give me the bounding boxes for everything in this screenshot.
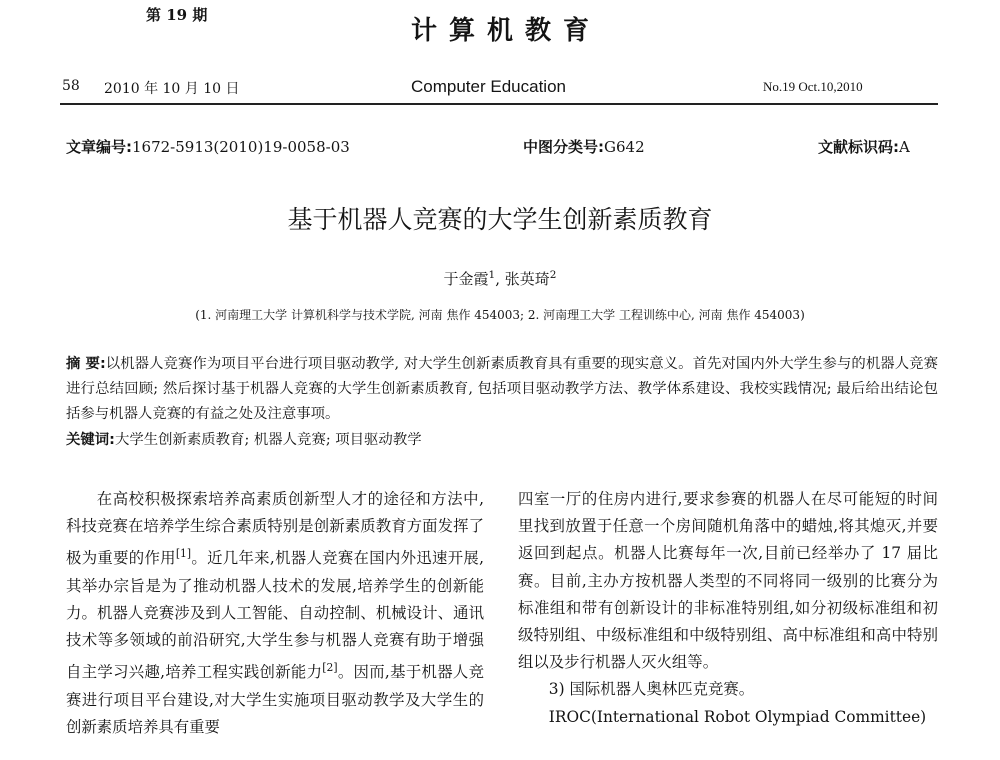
- body-text: 在高校积极探索培养高素质创新型人才的途径和方法中,科技竞赛在培养学生综合素质特别是创新素质教育方面发挥了极为重要的作用: [66, 490, 484, 568]
- author-2-mark: 2: [549, 269, 557, 281]
- article-number-label: 文章编号:: [66, 138, 132, 156]
- citation-1: [1]: [175, 547, 192, 561]
- paper-title: 基于机器人竞赛的大学生创新素质教育: [287, 205, 713, 234]
- header-rule: [60, 103, 938, 105]
- author-1-mark: 1: [488, 269, 496, 281]
- document-code-label: 文献标识码:: [818, 138, 899, 156]
- page-number: 58: [62, 78, 80, 94]
- keywords-text: 大学生创新素质教育; 机器人竞赛; 项目驱动教学: [114, 432, 422, 448]
- classification-label: 中图分类号:: [523, 138, 604, 156]
- author-separator: ,: [495, 270, 500, 288]
- abstract-text: 以机器人竞赛作为项目平台进行项目驱动教学, 对大学生创新素质教育具有重要的现实意义。首先对国内外大学生参与的机器人竞赛进行总结回顾; 然后探讨基于机器人竞赛的大学生创新素质教育, 包括项目驱动教学方法、教学体系建设、我校实践情况; 最后给出结论包括参与机器人竞赛的有益之处及注意事项。: [66, 356, 939, 422]
- body-paragraph: [66, 486, 484, 741]
- author-2: 张英琦: [504, 270, 550, 288]
- citation-2: [2]: [322, 661, 338, 675]
- document-code-value: A: [899, 138, 910, 156]
- article-number-value: 1672-5913(2010)19-0058-03: [132, 138, 350, 156]
- classification-value: G642: [604, 138, 645, 156]
- abstract: [66, 352, 938, 427]
- journal-title-cn: 计算机教育: [411, 16, 602, 46]
- document-code: [818, 136, 910, 157]
- body-paragraph: 四室一厅的住房内进行,要求参赛的机器人在尽可能短的时间里找到放置于任意一个房间随机角落中的蜡烛,将其熄灭,并要返回到起点。机器人比赛每年一次,目前已经举办了 17 届比赛。目前,主办方按机器人类型的不同将同一级别的比赛分为标准组和带有创新设计的非标准特别组,如分初级标准组和初级特别组、中级标准组和中级特别组、高中标准组和高中特别组以及步行机器人灭火组等。: [518, 490, 938, 672]
- volume-info: No.19 Oct.10,2010: [763, 79, 863, 94]
- author-line: [0, 268, 1000, 289]
- affiliation: (1. 河南理工大学 计算机科学与技术学院, 河南 焦作 454003; 2. 河南理工大学 工程训练中心, 河南 焦作 454003): [195, 308, 805, 322]
- body-paragraph: IROC(International Robot Olympiad Committee): [548, 707, 927, 726]
- issue-date: 2010 年 10 月 10 日: [104, 81, 240, 97]
- abstract-label: 摘 要:: [66, 356, 106, 372]
- article-number: [66, 136, 350, 157]
- body-column-left: [66, 486, 484, 741]
- journal-title-en: Computer Education: [411, 77, 566, 96]
- body-column-right: [518, 486, 938, 731]
- classification-number: [523, 136, 645, 157]
- keywords: [66, 428, 938, 449]
- keywords-label: 关键词:: [66, 432, 115, 448]
- body-text: 。近几年来,机器人竞赛在国内外迅速开展,其举办宗旨是为了推动机器人技术的发展,培养学生的创新能力。机器人竞赛涉及到人工智能、自动控制、机械设计、通讯技术等多领域的前沿研究,大学生参与机器人竞赛有助于增强自主学习兴趣,培养工程实践创新能力: [66, 549, 484, 682]
- section-heading: 3) 国际机器人奥林匹克竞赛。: [548, 680, 755, 699]
- issue-label: 第 19 期: [146, 6, 208, 24]
- author-1: 于金霞: [443, 270, 489, 288]
- body-text: 。因而,基于机器人竞赛进行项目平台建设,对大学生实施项目驱动教学及大学生的创新素质培养具有重要: [66, 663, 484, 736]
